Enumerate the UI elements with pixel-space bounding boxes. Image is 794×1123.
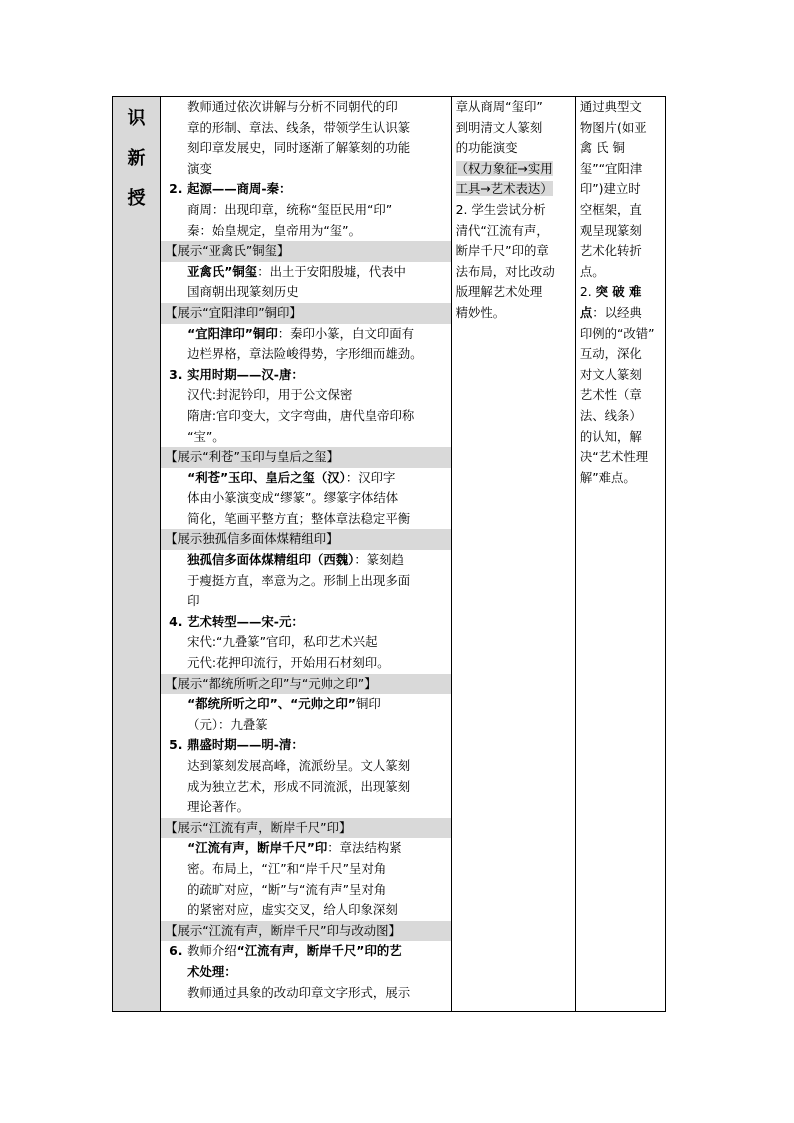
intro-line: 教师通过依次讲解与分析不同朝代的印 (187, 99, 398, 114)
text-line: “宝”。 (187, 428, 225, 444)
section-cell (113, 97, 161, 1012)
intent-line: 解”难点。 (579, 469, 636, 485)
intro-line: 刻印章发展史，同时逐渐了解篆刻的功能 (187, 140, 411, 156)
section-heading-origin (161, 179, 451, 200)
artifact-name: 亚禽氏”铜玺 (187, 263, 258, 279)
heading-pre: 教师介绍 (187, 943, 237, 959)
intent-line: 禽 氏 铜 (579, 140, 625, 156)
heading-number: 2. (169, 181, 183, 197)
section-heading-peak (161, 735, 451, 756)
intent-line: 互动，深化 (579, 346, 642, 362)
student-line: 法布局，对比改动 (455, 263, 555, 279)
text-line: 教师通过具象的改动印章文字形式，展示 (187, 984, 411, 1000)
heading-number: 6. (169, 943, 183, 959)
design-intent-cell (575, 97, 665, 1012)
section-heading-practical (161, 365, 451, 386)
artifact-desc (161, 838, 451, 859)
section-char: 识 (127, 108, 146, 129)
text-line: 印 (187, 593, 200, 609)
text-line: 秦：始皇规定，皇帝用为“玺”。 (187, 222, 361, 238)
artifact-text: ：篆刻趋 (354, 552, 404, 568)
intent-line: 对文人篆刻 (579, 366, 642, 382)
artifact-name: “利苍”玉印、皇后之玺（汉） (187, 469, 346, 485)
heading-title: 艺术转型——宋-元： (187, 613, 304, 629)
artifact-desc (161, 550, 451, 571)
heading-number: 5. (169, 737, 183, 753)
student-line: 的功能演变 (455, 140, 518, 156)
intent-line: 印例的“改错” (579, 325, 655, 341)
intent-line: 艺术性（章 (579, 387, 642, 403)
student-line: 到明清文人篆刻 (455, 119, 543, 135)
text-line: 成为独立艺术，形成不同流派，出现篆刻 (187, 778, 411, 794)
intent-line: 玺”“宜阳津 (579, 160, 643, 176)
text-line: 元代:花押印流行，开始用石材刻印。 (187, 655, 390, 671)
intent-line: 观呈现篆刻 (579, 222, 642, 238)
text-line: 达到篆刻发展高峰，流派纷呈。文人篆刻 (187, 758, 411, 773)
highlight-text: （权力象征→实用 (455, 160, 553, 176)
artifact-text: ：章法结构紧 (327, 840, 402, 856)
text-line: 宋代:“九叠篆”官印，私印艺术兴起 (187, 634, 378, 650)
show-banner: 【展示“利苍”玉印与皇后之玺】 (161, 447, 451, 468)
highlight-text: 工具→艺术表达） (455, 181, 553, 197)
intent-line: 法、线条） (579, 407, 642, 423)
artifact-name: “都统所听之印”、“元帅之印” (187, 696, 356, 712)
student-line: 版理解艺术处理 (455, 284, 543, 300)
text-line: 体由小篆演变成“缪篆”。缪篆字体结体 (187, 490, 399, 506)
section-char: 新 (127, 148, 146, 169)
text-line: 理论著作。 (187, 799, 250, 815)
artifact-desc (161, 694, 451, 715)
text-line: 简化，笔画平整方直；整体章法稳定平衡 (187, 510, 411, 526)
intent-heading (580, 282, 663, 303)
artifact-desc (161, 262, 451, 283)
text-line: （元）：九叠篆 (187, 716, 268, 732)
intent-line: 通过典型文 (579, 99, 642, 114)
artifact-desc (161, 324, 451, 345)
text-line: 术处理： (187, 963, 237, 979)
show-banner: 【展示“江流有声，断岸千尺”印与改动图】 (161, 921, 451, 942)
student-line: 精妙性。 (455, 304, 506, 320)
artifact-name: “江流有声，断岸千尺”印 (187, 840, 328, 856)
heading-title: 实用时期——汉-唐： (187, 366, 304, 382)
text-line: 隋唐:官印变大，文字弯曲，唐代皇帝印称 (187, 407, 415, 423)
heading-title: 鼎盛时期——明-清： (187, 737, 304, 753)
text-line: 的紧密对应，虚实交叉，给人印象深刻 (187, 902, 398, 918)
intent-title: 点 (579, 304, 593, 320)
section-char: 授 (127, 188, 146, 209)
student-line: 清代“江流有声， (455, 222, 549, 238)
intent-line: 艺术化转折 (579, 243, 642, 259)
intent-title: 突 破 难 (595, 284, 642, 300)
intent-line: 的认知，解 (579, 428, 642, 444)
student-line: 2. 学生尝试分析 (455, 201, 546, 217)
heading-number: 3. (169, 366, 183, 382)
text-line: 汉代:封泥钤印，用于公文保密 (187, 387, 353, 403)
intent-line: 空框架，直 (579, 201, 642, 217)
intent-line: 决“艺术性理 (579, 449, 649, 465)
show-banner: 【展示“亚禽氏”铜玺】 (161, 241, 451, 262)
intent-line: 物图片(如亚 (579, 119, 647, 135)
show-banner: 【展示独孤信多面体煤精组印】 (161, 529, 451, 550)
show-banner: 【展示“都统所听之印”与“元帅之印”】 (161, 674, 451, 695)
student-line: 断岸千尺”印的章 (455, 243, 549, 259)
artifact-text: ：秦印小篆，白文印面有 (277, 325, 415, 341)
artifact-text: ：汉印字 (345, 469, 396, 485)
artifact-name: “宜阳津印”铜印 (187, 325, 278, 341)
intro-line: 章的形制、章法、线条，带领学生认识篆 (187, 119, 411, 135)
artifact-text: ：出土于安阳殷墟，代表中 (257, 263, 406, 279)
section-heading-technique (161, 941, 451, 962)
section-label (113, 97, 160, 219)
text-line: 边栏界格，章法险峻得势，字形细而雄劲。 (187, 346, 423, 362)
heading-title: “江流有声，断岸千尺”印的艺 (236, 943, 402, 959)
text-line: 于瘦挺方直，率意为之。形制上出现多面 (187, 572, 411, 588)
lesson-plan-table (112, 96, 666, 1012)
text-line: 国商朝出现篆刻历史 (187, 284, 299, 300)
intro-line: 演变 (187, 160, 212, 176)
heading-number: 4. (169, 613, 183, 629)
intent-number: 2. (579, 284, 596, 300)
intent-line: 点。 (579, 263, 605, 279)
heading-title: 起源——商周-秦： (187, 181, 292, 197)
artifact-desc (161, 468, 451, 489)
student-activity-cell (451, 97, 575, 1012)
section-heading-art (161, 612, 451, 633)
intent-line (580, 303, 663, 324)
text-line: 商周：出现印章，统称“玺臣民用“印” (187, 201, 393, 217)
student-line: 章从商周“玺印” (455, 99, 543, 114)
show-banner: 【展示“宜阳津印”铜印】 (161, 303, 451, 324)
intent-line: 印”)建立时 (579, 181, 641, 197)
artifact-name: 独孤信多面体煤精组印（西魏） (187, 552, 355, 568)
teacher-activity-cell (161, 97, 452, 1012)
artifact-text: 铜印 (355, 696, 381, 712)
text-line: 密。布局上，“江”和“岸千尺”呈对角 (187, 860, 387, 876)
text-line: 的疏旷对应，“断”与“流有声”呈对角 (187, 881, 387, 897)
show-banner: 【展示“江流有声，断岸千尺”印】 (161, 818, 451, 839)
intent-text: ：以经典 (592, 304, 642, 320)
